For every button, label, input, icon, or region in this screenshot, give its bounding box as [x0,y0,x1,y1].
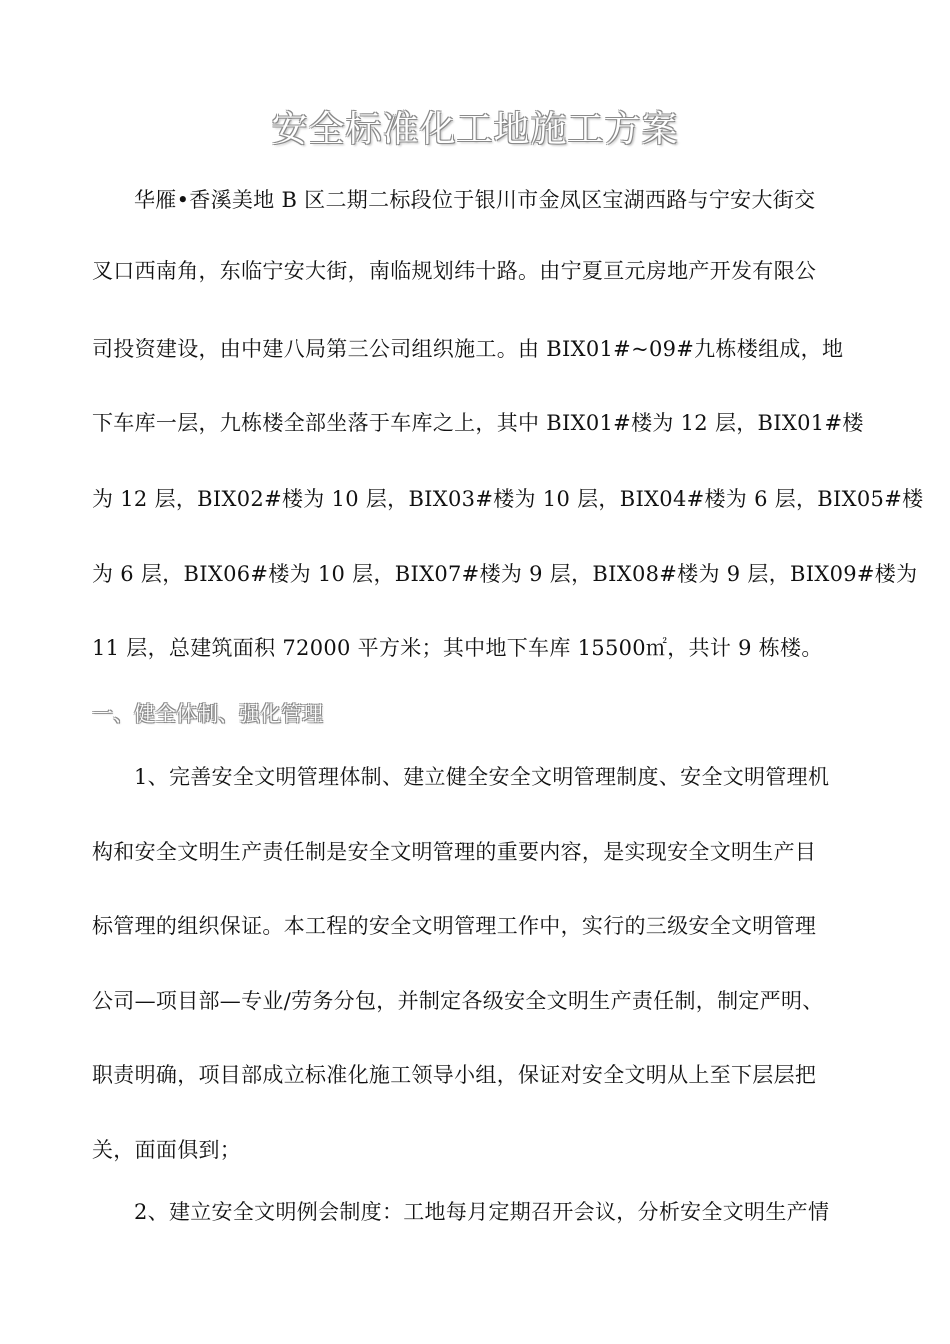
item1-line-2: 构和安全文明生产责任制是安全文明管理的重要内容，是实现安全文明生产目 [92,840,817,864]
item1-line-4: 公司—项目部—专业/劳务分包，并制定各级安全文明生产责任制，制定严明、 [92,989,824,1013]
intro-line-4: 下车库一层，九栋楼全部坐落于车库之上，其中 BIX01#楼为 12 层，BIX01#楼 [92,411,864,435]
section-heading-1: 一、健全体制、强化管理 [92,702,323,726]
intro-line-1: 华雁•香溪美地 B 区二期二标段位于银川市金凤区宝湖西路与宁安大街交 [134,188,816,212]
item1-line-6: 关，面面俱到； [92,1138,242,1162]
intro-line-5: 为 12 层，BIX02#楼为 10 层，BIX03#楼为 10 层，BIX04#楼为 6 层，BIX05#楼 [92,487,924,511]
intro-line-6: 为 6 层，BIX06#楼为 10 层，BIX07#楼为 9 层，BIX08#楼为 9 层，BIX09#楼为 [92,562,918,586]
item1-line-3: 标管理的组织保证。本工程的安全文明管理工作中，实行的三级安全文明管理 [92,914,817,938]
intro-line-2: 叉口西南角，东临宁安大街，南临规划纬十路。由宁夏亘元房地产开发有限公 [92,259,817,283]
item1-line-1: 1、完善安全文明管理体制、建立健全安全文明管理制度、安全文明管理机 [134,765,830,789]
intro-line-3: 司投资建设，由中建八局第三公司组织施工。由 BIX01#~09#九栋楼组成，地 [92,337,844,361]
intro-line-7: 11 层，总建筑面积 72000 平方米；其中地下车库 15500㎡，共计 9 栋楼。 [92,636,823,660]
item2-line-1: 2、建立安全文明例会制度：工地每月定期召开会议，分析安全文明生产情 [134,1200,830,1224]
item1-line-5: 职责明确，项目部成立标准化施工领导小组，保证对安全文明从上至下层层把 [92,1063,817,1087]
document-title: 安全标准化工地施工方案 [271,109,679,150]
